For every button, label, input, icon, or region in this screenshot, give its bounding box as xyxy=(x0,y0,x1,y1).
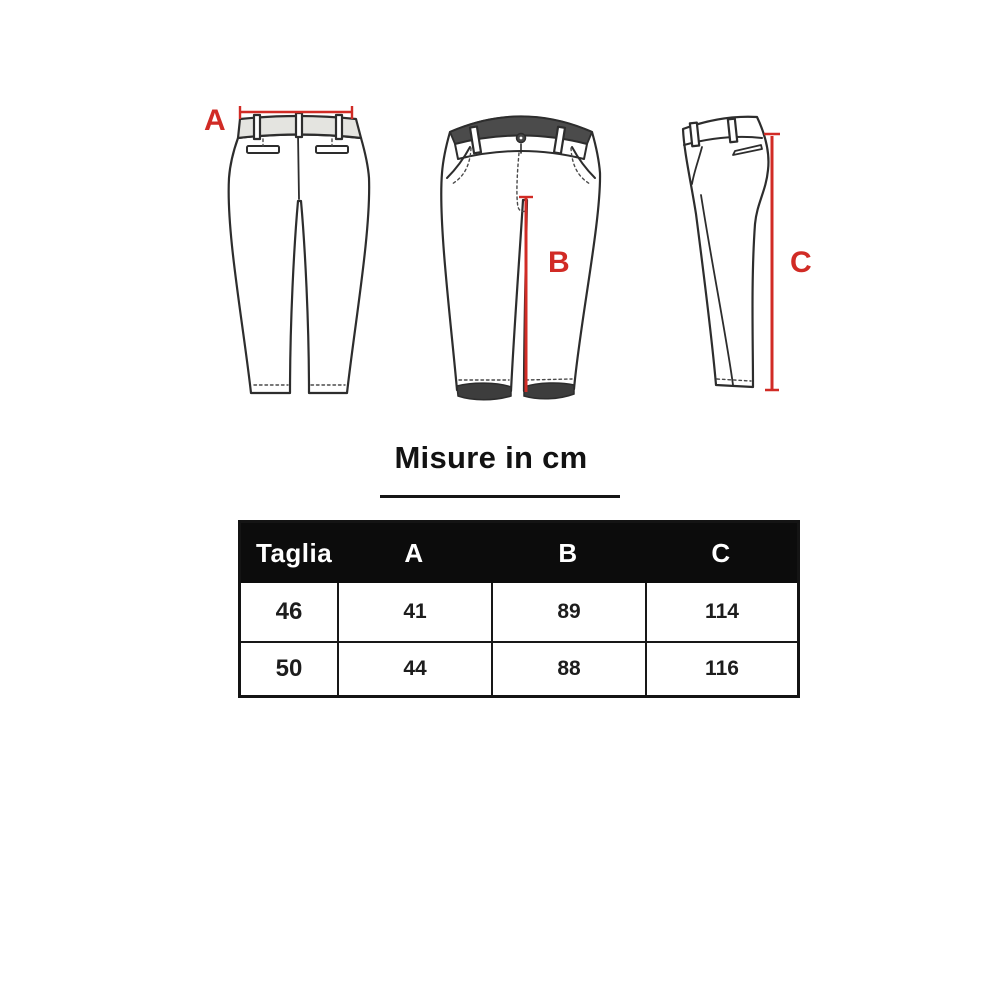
size-value-b: 88 xyxy=(491,641,645,695)
back-pocket xyxy=(316,146,348,153)
column-header-b: B xyxy=(491,523,645,583)
size-value-b: 89 xyxy=(491,583,645,641)
column-header-c: C xyxy=(645,523,797,583)
pants-front-view xyxy=(441,117,600,400)
belt-loop xyxy=(728,119,737,143)
measure-label-c: C xyxy=(790,246,812,279)
hem-stitch xyxy=(526,379,572,380)
pants-back-view xyxy=(204,104,369,393)
size-value-c: 114 xyxy=(645,583,797,641)
size-value-a: 41 xyxy=(337,583,491,641)
size-value-c: 116 xyxy=(645,641,797,695)
pants-side-view xyxy=(683,117,812,390)
page-title: Misure in cm xyxy=(394,440,588,475)
size-value-a: 44 xyxy=(337,641,491,695)
back-pocket xyxy=(247,146,279,153)
waist-button-center xyxy=(520,137,523,140)
pants-measurement-diagram xyxy=(0,0,1000,440)
column-header-a: A xyxy=(337,523,491,583)
pants-body xyxy=(683,117,768,387)
leg-hem xyxy=(524,383,574,399)
belt-loop xyxy=(296,113,302,137)
leg-hem xyxy=(457,383,511,400)
measure-label-a: A xyxy=(204,104,226,137)
belt-loop xyxy=(690,123,699,147)
size-value-taglia: 46 xyxy=(275,598,303,625)
column-header-taglia: Taglia xyxy=(241,523,337,583)
size-table xyxy=(238,520,800,698)
measure-label-b: B xyxy=(548,246,570,279)
center-back-seam xyxy=(298,134,299,199)
belt-loop xyxy=(336,115,342,139)
title-underline xyxy=(380,495,620,498)
belt-loop xyxy=(254,115,260,139)
size-value-taglia: 50 xyxy=(241,641,337,695)
